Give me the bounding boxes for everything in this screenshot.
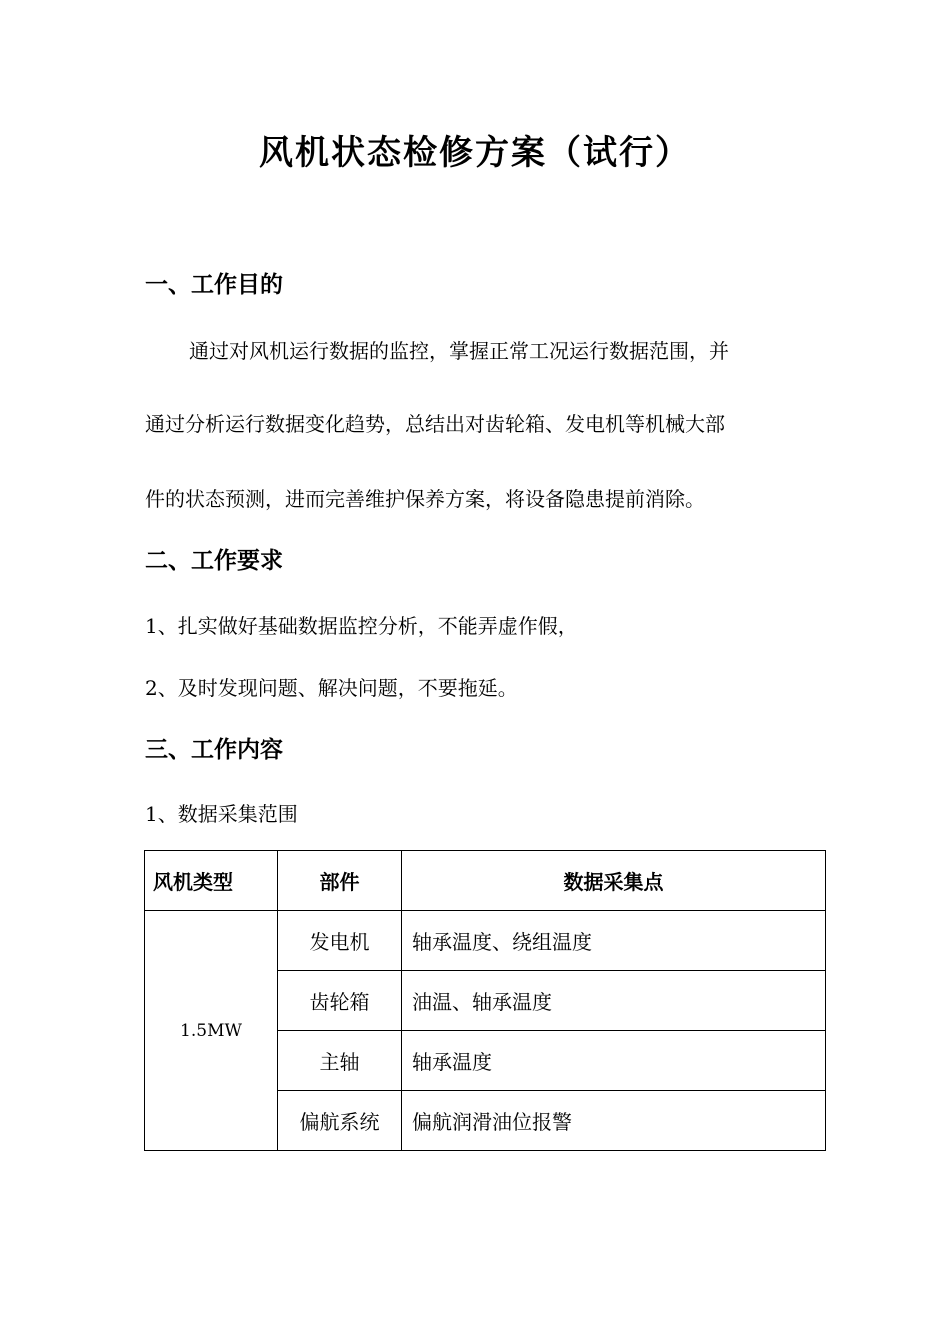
requirement-item-2: 2、及时发现问题、解决问题，不要拖延。 [145,676,518,700]
part-cell: 发电机 [278,911,402,971]
purpose-paragraph-line-1: 通过对风机运行数据的监控，掌握正常工况运行数据范围，并 [189,339,729,363]
part-cell: 偏航系统 [278,1091,402,1151]
data-collection-table [144,850,826,1151]
collection-points-cell: 轴承温度 [402,1031,826,1091]
part-cell: 主轴 [278,1031,402,1091]
section-heading-purpose: 一、工作目的 [145,271,283,298]
header-part: 部件 [278,851,402,911]
document-title: 风机状态检修方案（试行） [259,133,691,173]
turbine-type-cell: 1.5MW [145,911,278,1151]
table-header-row [145,851,826,911]
purpose-paragraph-line-2: 通过分析运行数据变化趋势，总结出对齿轮箱、发电机等机械大部 [145,412,725,436]
requirement-item-1: 1、扎实做好基础数据监控分析，不能弄虚作假， [145,614,578,638]
section-heading-requirements: 二、工作要求 [145,547,283,574]
header-turbine-type: 风机类型 [145,851,278,911]
table-row [145,911,826,971]
collection-points-cell: 轴承温度、绕组温度 [402,911,826,971]
collection-points-cell: 油温、轴承温度 [402,971,826,1031]
collection-points-cell: 偏航润滑油位报警 [402,1091,826,1151]
section-heading-content: 三、工作内容 [145,736,283,763]
part-cell: 齿轮箱 [278,971,402,1031]
content-subheading: 1、数据采集范围 [145,802,298,826]
purpose-paragraph-line-3: 件的状态预测，进而完善维护保养方案，将设备隐患提前消除。 [145,487,705,511]
header-collection-points: 数据采集点 [402,851,826,911]
